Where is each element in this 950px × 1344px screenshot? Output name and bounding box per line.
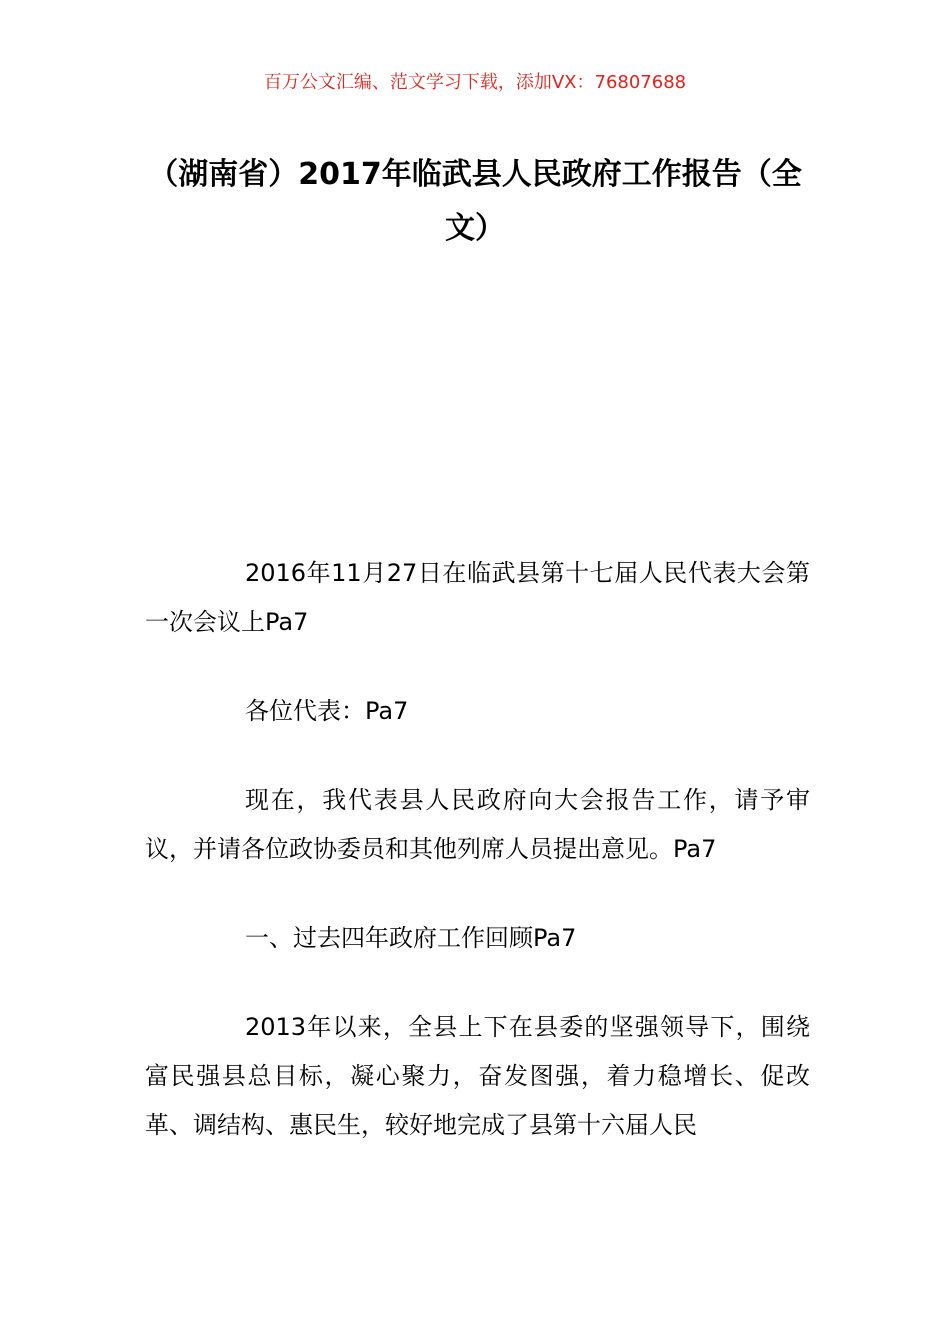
paragraph-review-start: 2013年以来，全县上下在县委的坚强领导下，围绕富民强县总目标，凝心聚力，奋发图强，着力稳增长、促改革、调结构、惠民生，较好地完成了县第十六届人民 <box>145 1013 810 1139</box>
section-heading-review: 一、过去四年政府工作回顾Pa7 <box>245 924 577 952</box>
header-promo-note: 百万公文汇编、范文学习下载，添加VX：76807688 <box>263 72 687 93</box>
document-body <box>145 549 810 1190</box>
paragraph-meeting-info: 2016年11月27日在临武县第十七届人民代表大会第一次会议上Pa7 <box>145 559 810 636</box>
paragraph-intro: 现在，我代表县人民政府向大会报告工作，请予审议，并请各位政协委员和其他列席人员提出意见。Pa7 <box>145 786 810 863</box>
document-title: （湖南省）2017年临武县人民政府工作报告（全文） <box>148 157 802 246</box>
paragraph-salutation: 各位代表：Pa7 <box>245 697 409 725</box>
